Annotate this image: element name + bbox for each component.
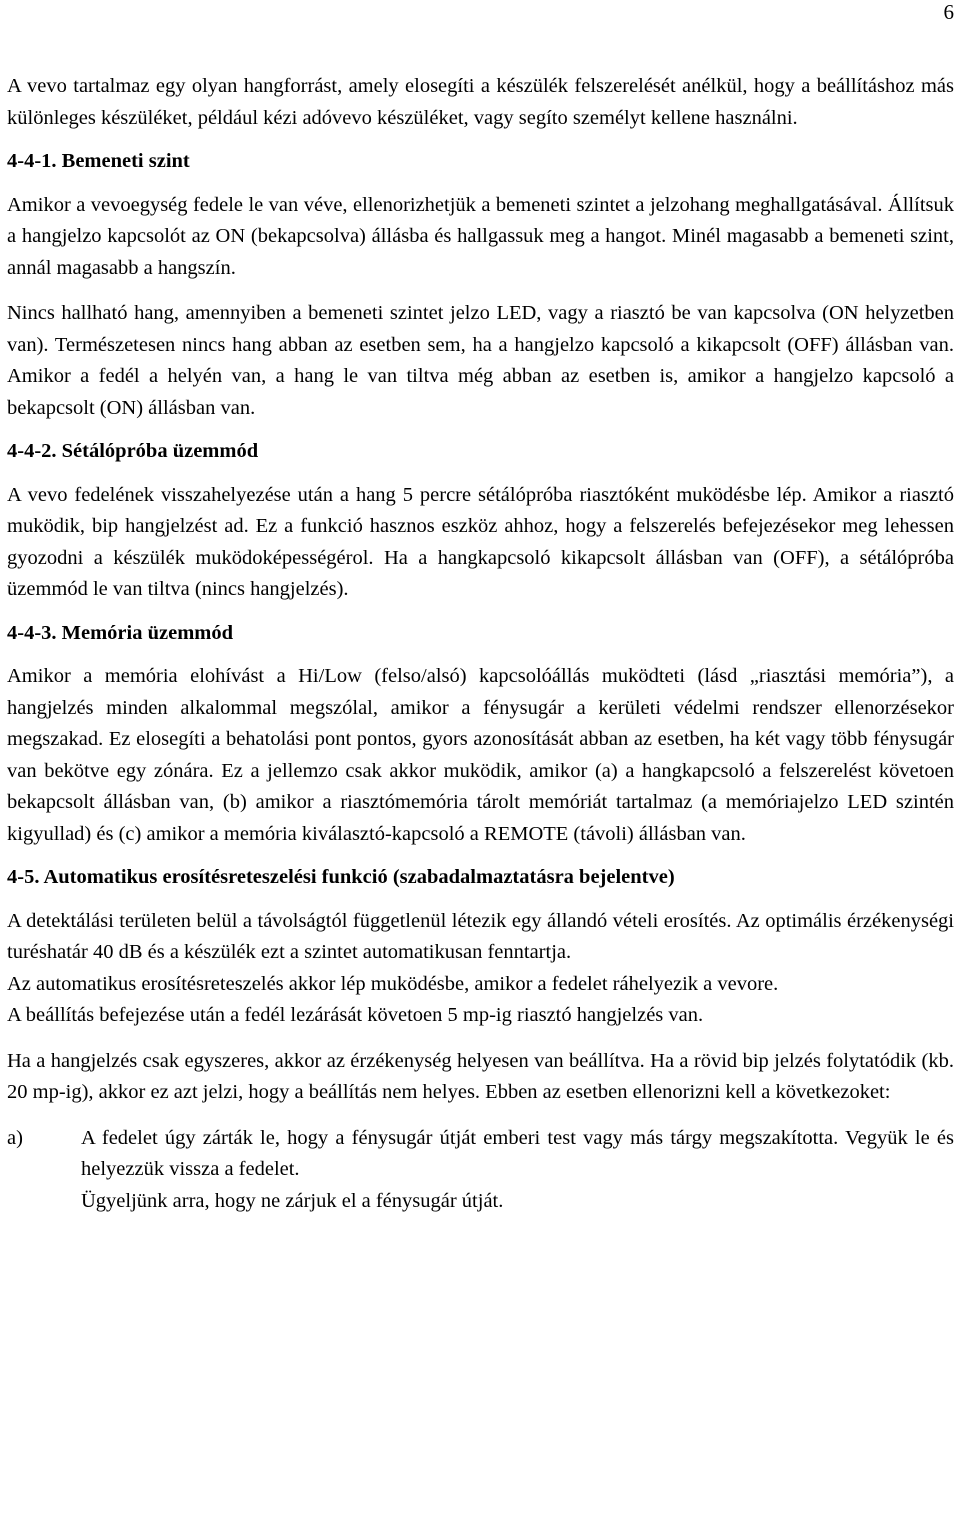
section-heading-4-4-3: 4-4-3. Memória üzemmód xyxy=(7,621,234,644)
section-4-4-3-paragraph-1: Amikor a memória elohívást a Hi/Low (felso/alsó) kapcsolóállás muködteti (lásd „riasztási memória”), a hangjelzés minden alkalommal megszólal, amikor a fénysugár a kerületi védelmi rendszer ellenorzésekor megszakad. Ez elosegíti a behatolási pont pontos, gyors azonosítását abban az esetben, ha két vagy több fénysugár van bekötve egy zónára. Ez a jellemzo csak akkor muködik, amikor (a) a hangkapcsoló a felszerelést követoen bekapcsolt állásban van, (b) amikor a riasztómemória tárolt memóriát tartalmaz (a memóriajelzo LED szintén kigyullad) és (c) amikor a memória kiválasztó-kapcsoló a REMOTE (távoli) állásban van. xyxy=(7,665,954,845)
section-4-4-1-paragraph-2: Nincs hallható hang, amennyiben a bemeneti szintet jelzo LED, vagy a riasztó be van kapcsolva (ON helyzetben van). Természetesen nincs hang abban az esetben sem, ha a hangjelzo kapcsoló a kikapcsolt (OFF) állásban van. Amikor a fedél a helyén van, a hang le van tiltva még abban az esetben is, amikor a hangjelzo kapcsoló a bekapcsolt (ON) állásban van. xyxy=(7,302,954,419)
section-4-4-1-paragraph-1: Amikor a vevoegység fedele le van véve, ellenorizhetjük a bemeneti szintet a jelzohang meghallgatásával. Állítsuk a hangjelzo kapcsolót az ON (bekapcsolva) állásba és hallgassuk meg a hangot. Minél magasabb a bemeneti szint, annál magasabb a hangszín. xyxy=(7,193,954,279)
section-4-4-2-paragraph-1: A vevo fedelének visszahelyezése után a hang 5 percre sétálópróba riasztóként muködésbe lép. Amikor a riasztó muködik, bip hangjelzést ad. Ez a funkció hasznos eszköz ahhoz, hogy a felszerelés befejezésekor meg lehessen gyozodni a készülék muködoképességérol. Ha a hangkapcsoló kikapcsolt állásban van (OFF), a sétálópróba üzemmód le van tiltva (nincs hangjelzés). xyxy=(7,483,954,600)
list-item-text: A fedelet úgy zárták le, hogy a fénysugár útját emberi test vagy más tárgy megszakította. Vegyük le és helyezzük vissza a fedelet. xyxy=(81,1126,954,1180)
document-body xyxy=(7,71,954,1217)
section-heading-4-4-1: 4-4-1. Bemeneti szint xyxy=(7,150,190,172)
page-number: 6 xyxy=(943,0,954,24)
intro-paragraph: A vevo tartalmaz egy olyan hangforrást, amely elosegíti a készülék felszerelését anélkül, hogy a beállításhoz más különleges készüléket, például kézi adóvevo készüléket, vagy segíto személyt kellene használni. xyxy=(7,75,954,129)
section-heading-4-5: 4-5. Automatikus erosítésreteszelési funkció (szabadalmaztatásra bejelentve) xyxy=(7,866,675,888)
section-4-5-paragraph-4: Ha a hangjelzés csak egyszeres, akkor az érzékenység helyesen van beállítva. Ha a rövid bip jelzés folytatódik (kb. 20 mp-ig), akkor ez azt jelzi, hogy a beállítás nem helyes. Ebben az esetben ellenorizni kell a következoket: xyxy=(7,1049,954,1103)
list-item xyxy=(7,1123,954,1218)
list-marker: a) xyxy=(7,1126,23,1149)
list-item-text-2: Ügyeljünk arra, hogy ne zárjuk el a fénysugár útját. xyxy=(81,1189,504,1212)
section-4-5-paragraph-2: Az automatikus erosítésreteszelés akkor lép muködésbe, amikor a fedelet ráhelyezik a vevore. xyxy=(7,972,779,995)
section-4-5-paragraph-1: A detektálási területen belül a távolságtól függetlenül létezik egy állandó vételi erosítés. Az optimális érzékenységi turéshatár 40 dB és a készülék ezt a szintet automatikusan fenntartja. xyxy=(7,909,954,963)
section-heading-4-4-2: 4-4-2. Sétálópróba üzemmód xyxy=(7,440,259,462)
section-4-5-paragraph-3: A beállítás befejezése után a fedél lezárását követoen 5 mp-ig riasztó hangjelzés van. xyxy=(7,1004,704,1026)
